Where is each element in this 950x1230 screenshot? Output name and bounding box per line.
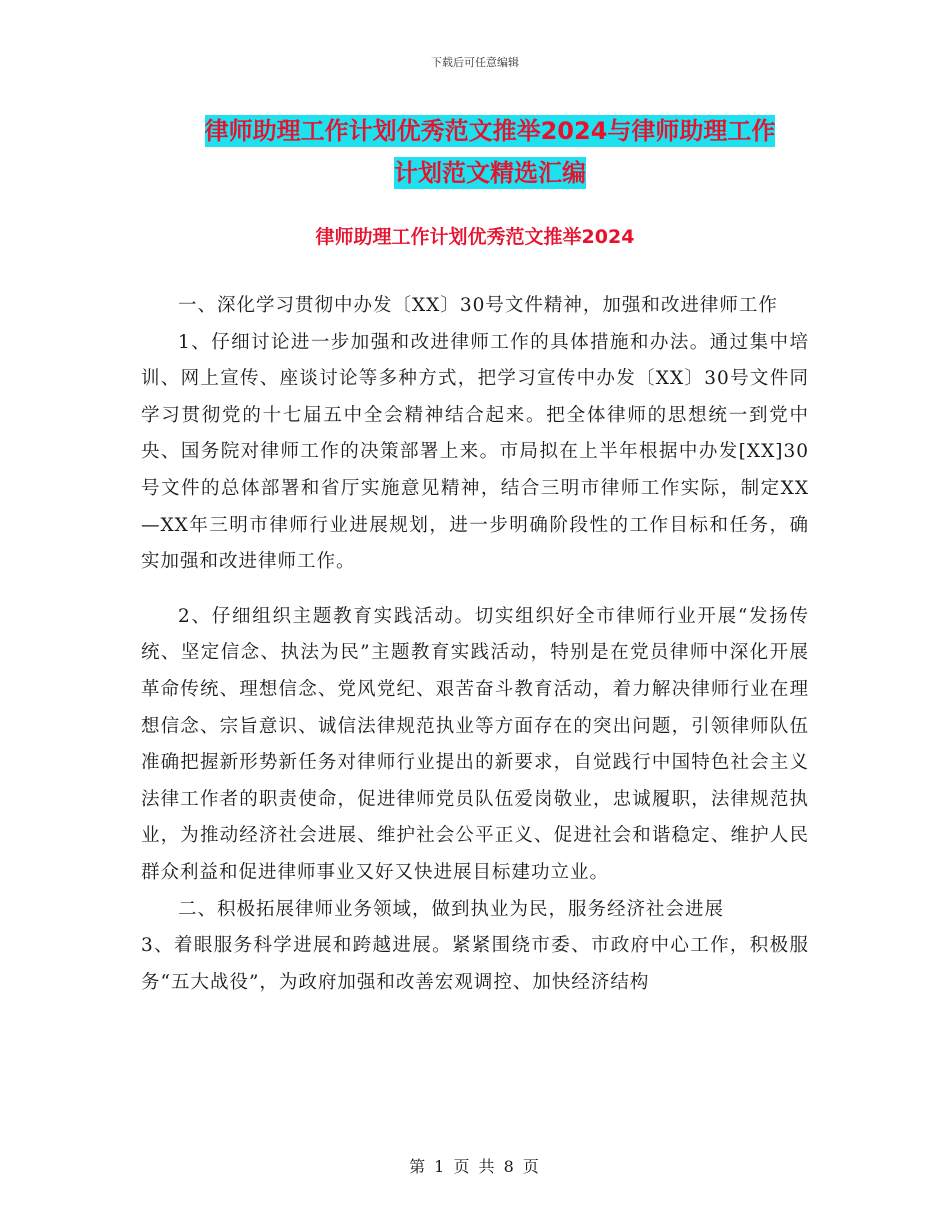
document-title-line2: 计划范文精选汇编: [394, 159, 586, 187]
document-title: [140, 110, 840, 194]
document-title-line1: 律师助理工作计划优秀范文推举2024与律师助理工作: [204, 117, 776, 145]
paragraph-heading-1: 一、深化学习贯彻中办发〔XX〕30号文件精神，加强和改进律师工作: [178, 295, 778, 316]
page-footer: 第 1 页 共 8 页: [409, 1157, 541, 1176]
paragraph-2: 2、仔细组织主题教育实践活动。切实组织好全市律师行业开展“发扬传统、坚定信念、执法为民”主题教育实践活动，特别是在党员律师中深化开展革命传统、理想信念、党风党纪、艰苦奋斗教育活动，着力解决律师行业在理想信念、宗旨意识、诚信法律规范执业等方面存在的突出问题，引领律师队伍准确把握新形势新任务对律师行业提出的新要求，自觉践行中国特色社会主义法律工作者的职责使命，促进律师党员队伍爱岗敬业，忠诚履职，法律规范执业，为推动经济社会进展、维护社会公平正义、促进社会和谐稳定、维护人民群众利益和促进律师事业又好又快进展目标建功立业。: [141, 605, 809, 883]
paragraph-3: 3、着眼服务科学进展和跨越进展。紧紧围绕市委、市政府中心工作，积极服务“五大战役”，为政府加强和改善宏观调控、加快经济结构: [141, 935, 809, 993]
section-title: 律师助理工作计划优秀范文推举2024: [315, 226, 635, 248]
header-note: 下载后可任意编辑: [431, 56, 519, 69]
document-body: [141, 288, 809, 1001]
paragraph-1: 1、仔细讨论进一步加强和改进律师工作的具体措施和办法。通过集中培训、网上宣传、座谈讨论等多种方式，把学习宣传中办发〔XX〕30号文件同学习贯彻党的十七届五中全会精神结合起来。把全体律师的思想统一到党中央、国务院对律师工作的决策部署上来。市局拟在上半年根据中办发[XX]30号文件的总体部署和省厅实施意见精神，结合三明市律师工作实际，制定XX—XX年三明市律师行业进展规划，进一步明确阶段性的工作目标和任务，确实加强和改进律师工作。: [141, 331, 809, 573]
paragraph-heading-2: 二、积极拓展律师业务领域，做到执业为民，服务经济社会进展: [178, 898, 725, 920]
